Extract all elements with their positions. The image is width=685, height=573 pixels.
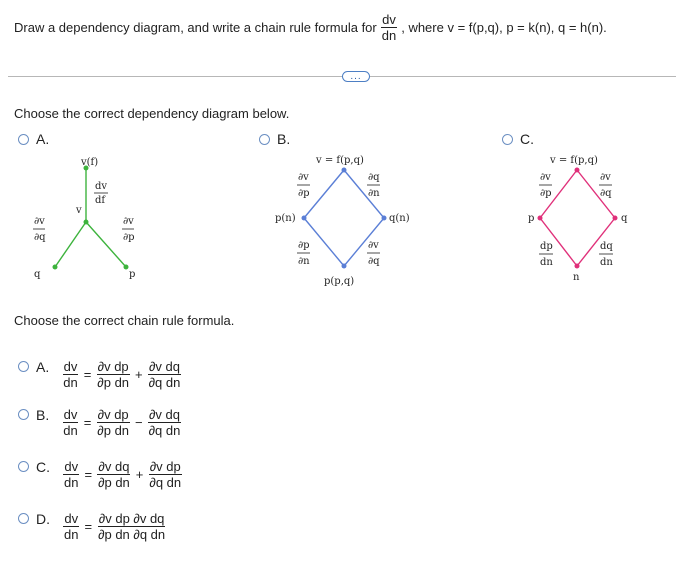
svg-text:dn: dn [540,257,553,268]
svg-text:dq: dq [600,241,613,252]
svg-text:∂p: ∂p [298,188,310,199]
radio-c[interactable] [502,134,513,145]
label-top: v = f(p,q) [550,155,598,166]
formula-option-a[interactable]: A. $\frac{dv}{dn}$ = $\frac{\text{∂v dp}}{\text{∂p dn}}$ + $\frac{\text{∂v dq}}{\text{∂q dn}}$ [18,344,181,389]
edge-v-q [55,222,86,267]
svg-text:∂q: ∂q [368,172,380,183]
svg-text:∂v: ∂v [368,240,379,251]
diagram-a [20,150,170,280]
label-bottom-p: p [129,269,136,280]
formula-option-d[interactable]: D. $\frac{dv}{dn}$ = $\frac{\text{∂v dp ∂v dq}}{\text{∂p dn ∂q dn}}$ [18,496,166,541]
label-lq-den: ∂q [34,232,46,243]
svg-text:∂v: ∂v [600,172,611,183]
formula-d: $\frac{dv}{dn}$ = $\frac{\text{∂v dp ∂v dq}}{\text{∂p dn ∂q dn}}$ [64,511,166,542]
node-left [302,216,307,221]
label-v: v [76,205,82,216]
label-right: q(n) [389,213,410,224]
svg-text:∂v: ∂v [298,172,309,183]
node-top [575,168,580,173]
label-lq-num: ∂v [34,216,45,227]
radio-formula-a[interactable] [18,361,29,372]
option-letter: B. [277,131,291,147]
radio-a[interactable] [18,134,29,145]
svg-text:dn: dn [600,257,613,268]
svg-text:dp: dp [540,241,553,252]
node-v [84,220,89,225]
label-top: v(f) [81,157,99,168]
diagram-c [520,148,670,288]
svg-text:∂p: ∂p [298,240,310,251]
radio-b[interactable] [259,134,270,145]
formula-b: $\frac{dv}{dn}$ = $\frac{\text{∂v dp}}{\text{∂p dn}}$ − $\frac{\text{∂v dq}}{\text{∂q dn}}$ [63,407,181,438]
label-bottom: p(p,q) [324,276,355,287]
node-bottom [575,264,580,269]
label-rp-num: ∂v [123,216,134,227]
label-right: q [621,213,628,224]
node-left [538,216,543,221]
label-bottom-q: q [34,269,41,280]
question-fraction: $\frac{dv}{dn}$ [381,12,397,43]
node-right [382,216,387,221]
diagram-prompt: Choose the correct dependency diagram below. [14,106,290,121]
question-text [14,13,607,42]
option-letter: A. [36,131,50,147]
label-left: p [528,213,535,224]
node-q [53,265,58,270]
label-rp-den: ∂p [123,232,135,243]
radio-formula-b[interactable] [18,409,29,420]
svg-text:∂q: ∂q [368,256,380,267]
radio-formula-c[interactable] [18,461,29,472]
svg-text:∂v: ∂v [540,172,551,183]
formula-c: $\frac{dv}{dn}$ = $\frac{\text{∂v dq}}{\text{∂p dn}}$ + $\frac{\text{∂v dp}}{\text{∂q dn}}$ [64,459,182,490]
svg-text:∂p: ∂p [540,188,552,199]
label-df-den: df [95,195,106,206]
diagram-option-b[interactable] [259,131,290,147]
radio-formula-d[interactable] [18,513,29,524]
node-bottom [342,264,347,269]
diagram-b [270,148,420,293]
svg-text:∂n: ∂n [298,256,310,267]
more-button[interactable]: ... [342,71,370,82]
formula-prompt: Choose the correct chain rule formula. [14,313,235,328]
question-prefix: Draw a dependency diagram, and write a chain rule formula for [14,20,377,35]
formula-option-c[interactable]: C. $\frac{dv}{dn}$ = $\frac{\text{∂v dq}}{\text{∂p dn}}$ + $\frac{\text{∂v dp}}{\text{∂q dn}}$ [18,444,182,489]
label-left: p(n) [275,213,296,224]
svg-text:∂n: ∂n [368,188,380,199]
question-suffix: , where v = f(p,q), p = k(n), q = h(n). [401,20,607,35]
formula-a: $\frac{dv}{dn}$ = $\frac{\text{∂v dp}}{\text{∂p dn}}$ + $\frac{\text{∂v dq}}{\text{∂q dn}}$ [63,359,181,390]
node-p [124,265,129,270]
diagram-option-c[interactable] [502,131,534,147]
label-top: v = f(p,q) [316,155,364,166]
formula-option-b[interactable]: B. $\frac{dv}{dn}$ = $\frac{\text{∂v dp}}{\text{∂p dn}}$ − $\frac{\text{∂v dq}}{\text{∂q dn}}$ [18,392,181,437]
option-letter: C. [520,131,534,147]
label-bottom: n [573,272,580,283]
node-top [342,168,347,173]
label-df-num: dv [95,181,108,192]
edge-v-p [86,222,126,267]
node-right [613,216,618,221]
svg-text:∂q: ∂q [600,188,612,199]
diagram-option-a[interactable] [18,131,49,147]
